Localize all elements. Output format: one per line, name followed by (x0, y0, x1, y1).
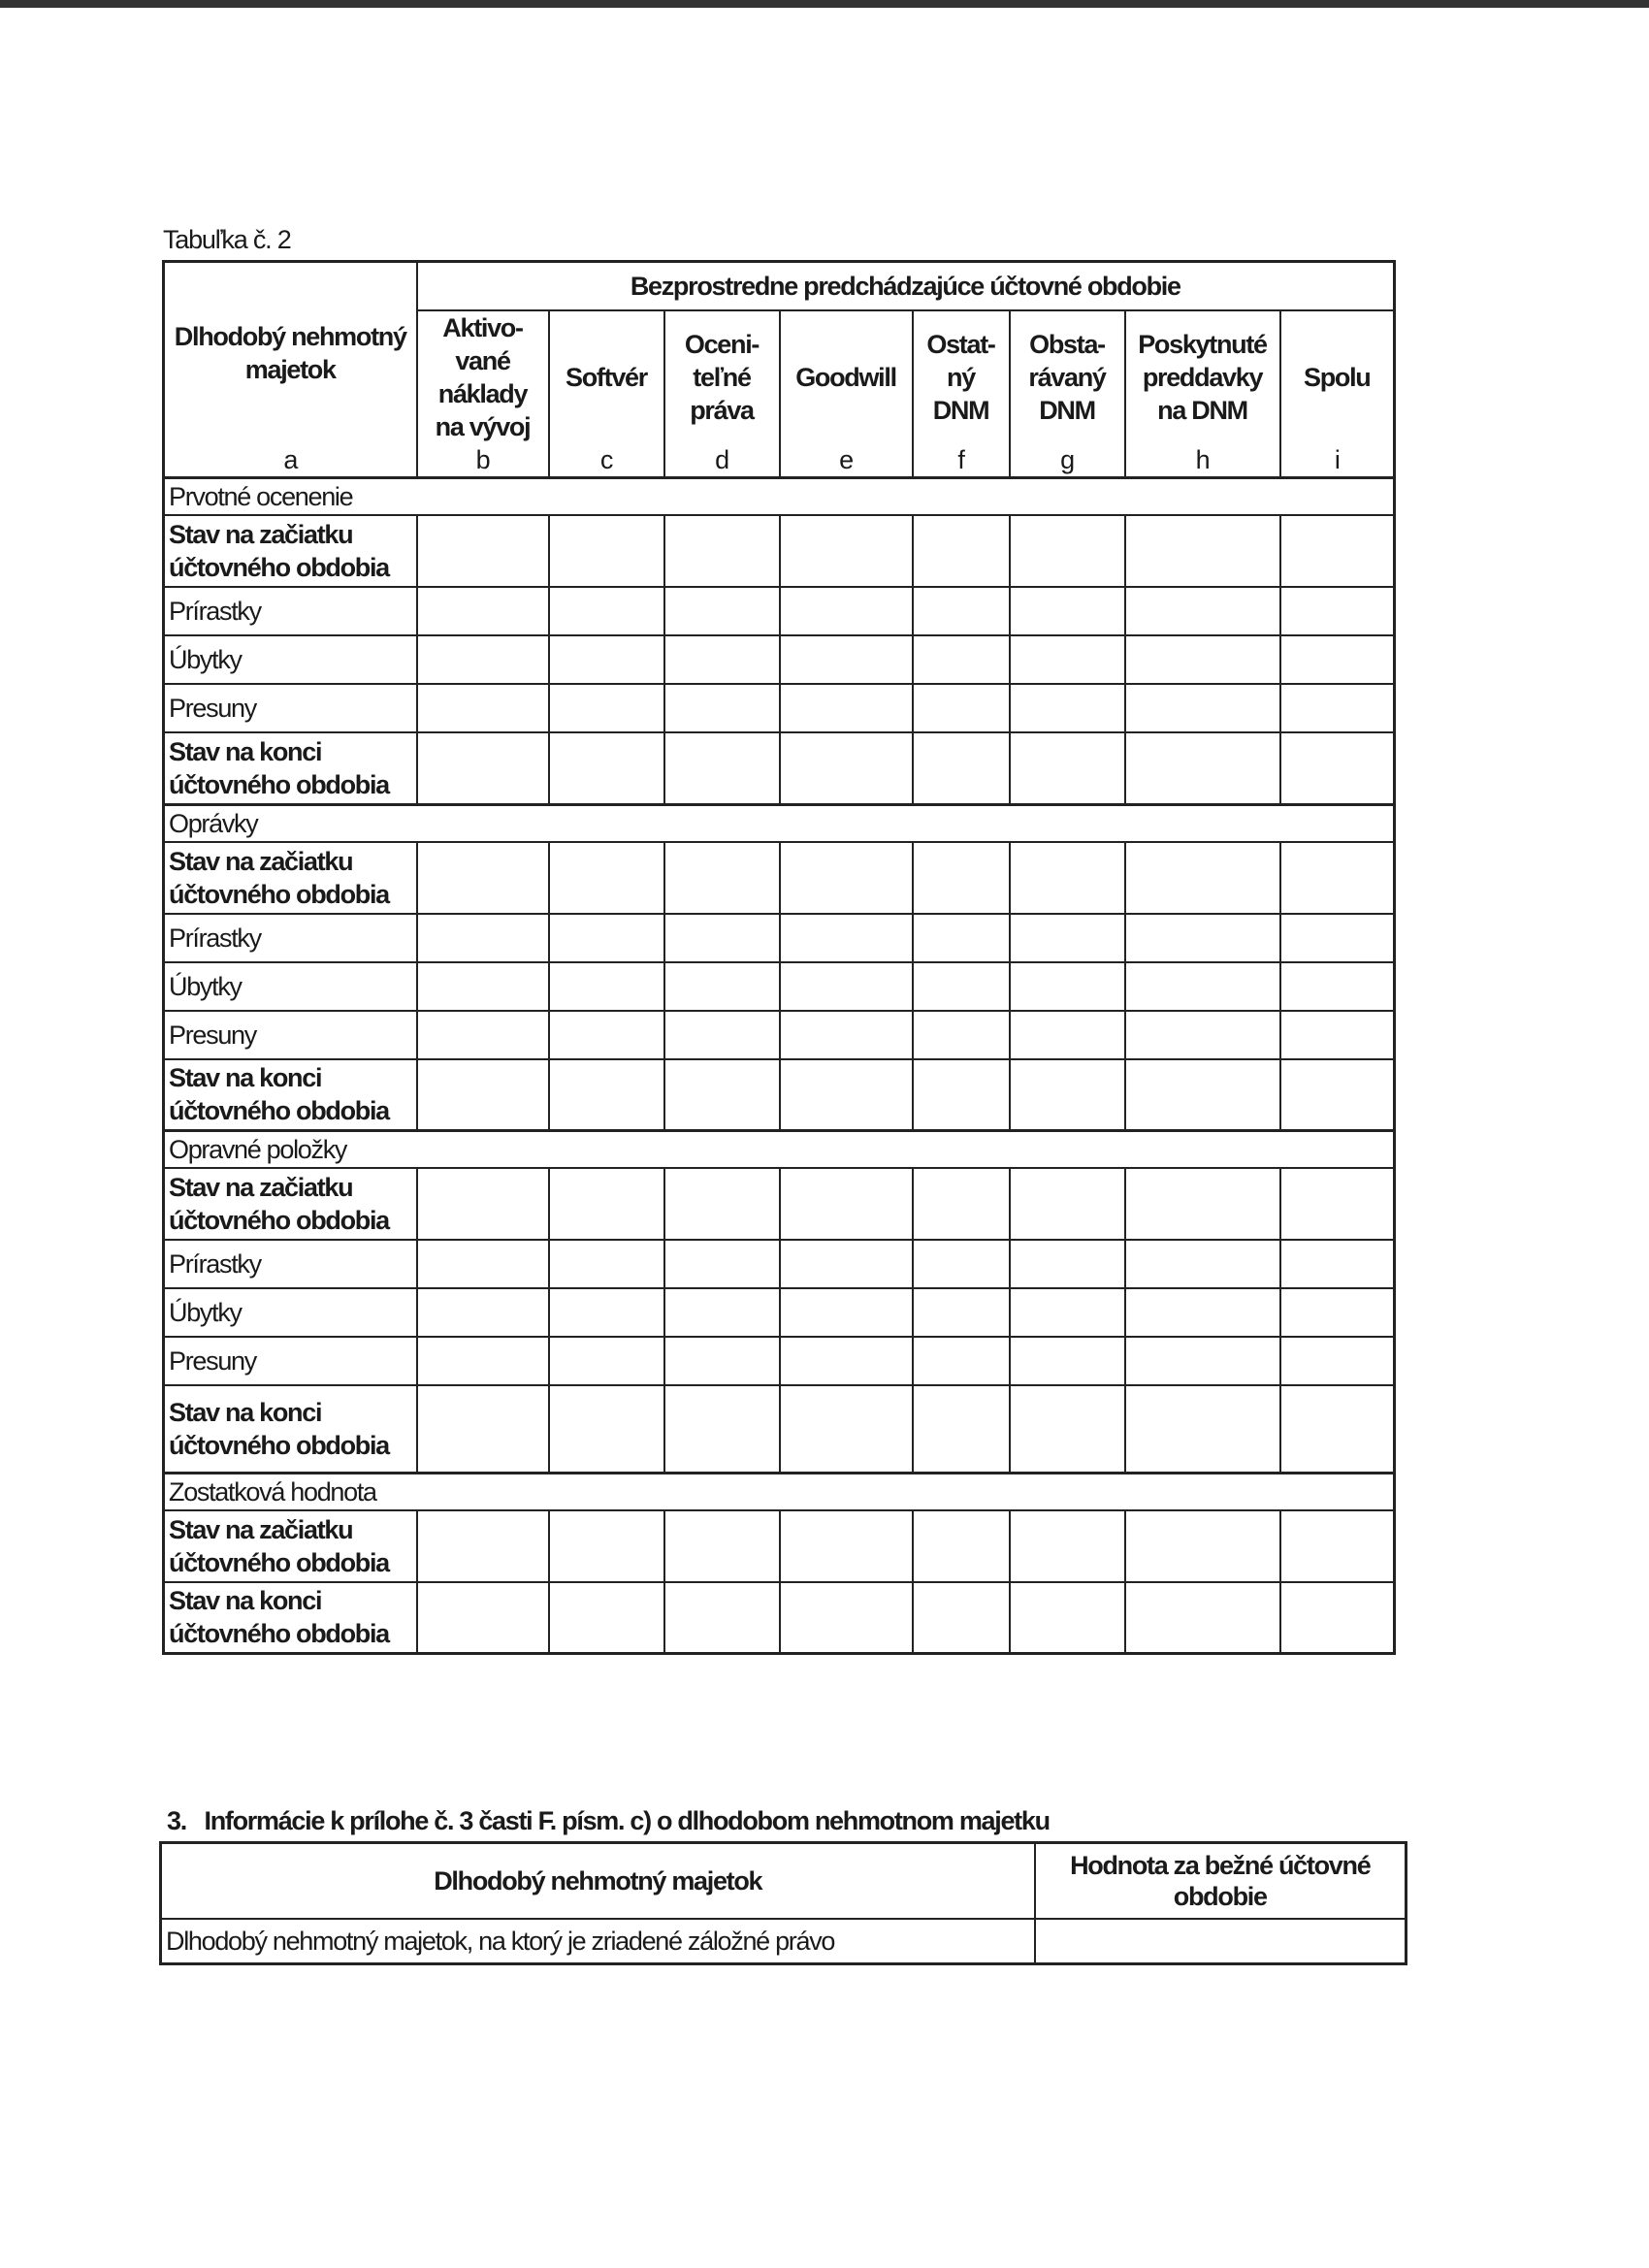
intangible-assets-table (162, 260, 1396, 1655)
value-cell[interactable] (780, 914, 913, 962)
value-cell[interactable] (549, 914, 664, 962)
value-cell[interactable] (780, 1011, 913, 1059)
value-cell[interactable] (780, 842, 913, 914)
value-cell[interactable] (417, 684, 549, 732)
value-cell[interactable] (417, 732, 549, 804)
value-cell[interactable] (417, 842, 549, 914)
column-header: Obsta-rávaný DNM (1010, 310, 1125, 443)
value-cell[interactable] (1010, 1059, 1125, 1131)
value-cell[interactable] (549, 635, 664, 684)
value-cell[interactable] (417, 1168, 549, 1240)
value-cell[interactable] (417, 515, 549, 587)
value-cell[interactable] (1280, 732, 1395, 804)
value-cell[interactable] (1280, 842, 1395, 914)
pledged-assets-table (159, 1841, 1407, 1965)
value-cell[interactable] (1125, 914, 1280, 962)
value-cell[interactable] (913, 842, 1010, 914)
value-cell[interactable] (664, 1059, 780, 1131)
value-cell[interactable] (549, 1582, 664, 1654)
value-cell[interactable] (1280, 684, 1395, 732)
value-cell[interactable] (1010, 1240, 1125, 1288)
value-cell[interactable] (549, 515, 664, 587)
value-cell[interactable] (1010, 1582, 1125, 1654)
value-cell[interactable] (417, 1510, 549, 1582)
table-row (164, 732, 1395, 804)
value-cell[interactable] (664, 684, 780, 732)
value-cell[interactable] (664, 914, 780, 962)
value-cell[interactable] (913, 962, 1010, 1011)
value-cell[interactable] (1280, 1059, 1395, 1131)
value-cell[interactable] (1280, 962, 1395, 1011)
value-cell[interactable] (549, 1168, 664, 1240)
value-cell[interactable] (417, 1385, 549, 1473)
value-cell[interactable] (417, 914, 549, 962)
value-cell[interactable] (780, 1168, 913, 1240)
section-title: Oprávky (164, 804, 1395, 842)
row-label: Stav na začiatku účtovného obdobia (164, 1510, 417, 1582)
value-cell[interactable] (913, 587, 1010, 635)
value-cell[interactable] (1125, 1011, 1280, 1059)
table-row (164, 515, 1395, 587)
value-cell[interactable] (913, 1582, 1010, 1654)
table-row (164, 1510, 1395, 1582)
value-cell[interactable] (549, 842, 664, 914)
value-cell[interactable] (549, 1385, 664, 1473)
value-cell[interactable] (417, 1582, 549, 1654)
value-cell[interactable] (1280, 1011, 1395, 1059)
section-title: Opravné položky (164, 1131, 1395, 1169)
table-row (164, 1582, 1395, 1654)
value-cell[interactable] (1125, 587, 1280, 635)
value-cell[interactable] (780, 1385, 913, 1473)
value-cell[interactable] (1125, 1510, 1280, 1582)
value-cell[interactable] (1280, 1168, 1395, 1240)
row-label: Stav na konci účtovného obdobia (164, 732, 417, 804)
value-cell[interactable] (780, 1337, 913, 1385)
value-cell[interactable] (1125, 635, 1280, 684)
table-row (164, 1011, 1395, 1059)
table-row (164, 914, 1395, 962)
value-cell[interactable] (549, 732, 664, 804)
table-row (164, 962, 1395, 1011)
table-row (164, 1385, 1395, 1473)
table-row (164, 1288, 1395, 1337)
value-cell[interactable] (1010, 1510, 1125, 1582)
value-cell[interactable] (913, 515, 1010, 587)
value-cell[interactable] (1280, 914, 1395, 962)
value-cell[interactable] (664, 1240, 780, 1288)
value-cell[interactable] (913, 1510, 1010, 1582)
value-cell[interactable] (1010, 1288, 1125, 1337)
section-row (164, 1473, 1395, 1510)
header-asset: Dlhodobý nehmotný majetok (161, 1843, 1035, 1920)
table-row (164, 1337, 1395, 1385)
column-letter: d (664, 443, 780, 478)
value-cell[interactable] (1125, 1337, 1280, 1385)
value-cell[interactable] (417, 635, 549, 684)
value-cell[interactable] (780, 1059, 913, 1131)
value-cell[interactable] (417, 1011, 549, 1059)
row-label: Prírastky (164, 914, 417, 962)
table-row (164, 1240, 1395, 1288)
value-cell[interactable] (549, 684, 664, 732)
row-label-pledged: Dlhodobý nehmotný majetok, na ktorý je zriadené záložné právo (161, 1919, 1035, 1964)
column-letter: c (549, 443, 664, 478)
value-cell[interactable] (913, 1168, 1010, 1240)
value-cell[interactable] (1125, 1168, 1280, 1240)
value-cell[interactable] (549, 587, 664, 635)
row-header: Dlhodobý nehmotný majetok (164, 262, 417, 444)
value-cell[interactable] (913, 1059, 1010, 1131)
column-letter: e (780, 443, 913, 478)
value-cell[interactable] (1010, 587, 1125, 635)
value-cell[interactable] (913, 635, 1010, 684)
header-value: Hodnota za bežné účtovné obdobie (1035, 1843, 1406, 1920)
value-cell[interactable] (1280, 1582, 1395, 1654)
value-cell[interactable] (417, 962, 549, 1011)
column-header: Spolu (1280, 310, 1395, 443)
column-letter: h (1125, 443, 1280, 478)
table-row (164, 587, 1395, 635)
value-cell[interactable] (913, 732, 1010, 804)
value-cell[interactable] (1280, 587, 1395, 635)
value-cell[interactable] (549, 1011, 664, 1059)
row-label: Úbytky (164, 962, 417, 1011)
row-label: Prírastky (164, 1240, 417, 1288)
table-row (164, 1059, 1395, 1131)
value-cell[interactable] (1280, 1240, 1395, 1288)
value-cell[interactable] (664, 732, 780, 804)
value-cell[interactable] (1035, 1919, 1406, 1964)
value-cell[interactable] (913, 684, 1010, 732)
row-label: Úbytky (164, 635, 417, 684)
table-row (164, 684, 1395, 732)
column-letter: a (164, 443, 417, 478)
table-caption: Tabuľka č. 2 (163, 225, 291, 254)
value-cell[interactable] (417, 1288, 549, 1337)
value-cell[interactable] (664, 1510, 780, 1582)
value-cell[interactable] (664, 1011, 780, 1059)
column-letter: i (1280, 443, 1395, 478)
column-header: Goodwill (780, 310, 913, 443)
value-cell[interactable] (664, 1288, 780, 1337)
value-cell[interactable] (549, 1288, 664, 1337)
row-label: Presuny (164, 1337, 417, 1385)
scan-top-edge (0, 0, 1649, 8)
section-3-title: 3. Informácie k prílohe č. 3 časti F. písm. c) o dlhodobom nehmotnom majetku (167, 1806, 1050, 1835)
column-header: Softvér (549, 310, 664, 443)
group-header: Bezprostredne predchádzajúce účtovné obdobie (417, 262, 1395, 311)
value-cell[interactable] (1125, 732, 1280, 804)
value-cell[interactable] (664, 635, 780, 684)
value-cell[interactable] (1125, 962, 1280, 1011)
value-cell[interactable] (913, 914, 1010, 962)
value-cell[interactable] (1010, 1011, 1125, 1059)
value-cell[interactable] (1125, 515, 1280, 587)
value-cell[interactable] (1125, 1385, 1280, 1473)
value-cell[interactable] (417, 1059, 549, 1131)
column-letter: b (417, 443, 549, 478)
value-cell[interactable] (664, 515, 780, 587)
value-cell[interactable] (780, 587, 913, 635)
row-label: Úbytky (164, 1288, 417, 1337)
value-cell[interactable] (549, 1510, 664, 1582)
row-label: Stav na začiatku účtovného obdobia (164, 1168, 417, 1240)
value-cell[interactable] (664, 962, 780, 1011)
value-cell[interactable] (1010, 684, 1125, 732)
section-title: Prvotné ocenenie (164, 478, 1395, 516)
value-cell[interactable] (780, 684, 913, 732)
value-cell[interactable] (664, 1168, 780, 1240)
value-cell[interactable] (780, 635, 913, 684)
value-cell[interactable] (1280, 515, 1395, 587)
value-cell[interactable] (1010, 1337, 1125, 1385)
table-row (164, 842, 1395, 914)
row-label: Stav na konci účtovného obdobia (164, 1385, 417, 1473)
row-label: Prírastky (164, 587, 417, 635)
row-label: Stav na začiatku účtovného obdobia (164, 842, 417, 914)
column-letter: g (1010, 443, 1125, 478)
value-cell[interactable] (1125, 842, 1280, 914)
row-label: Stav na konci účtovného obdobia (164, 1059, 417, 1131)
section-title: Zostatková hodnota (164, 1473, 1395, 1510)
value-cell[interactable] (1010, 962, 1125, 1011)
value-cell[interactable] (417, 1240, 549, 1288)
letters-row (164, 443, 1395, 478)
value-cell[interactable] (549, 962, 664, 1011)
value-cell[interactable] (1125, 684, 1280, 732)
value-cell[interactable] (549, 1240, 664, 1288)
value-cell[interactable] (1010, 842, 1125, 914)
value-cell[interactable] (1280, 1385, 1395, 1473)
value-cell[interactable] (1125, 1059, 1280, 1131)
value-cell[interactable] (1010, 732, 1125, 804)
value-cell[interactable] (1280, 1510, 1395, 1582)
row-label: Stav na konci účtovného obdobia (164, 1582, 417, 1654)
value-cell[interactable] (1010, 1385, 1125, 1473)
value-cell[interactable] (664, 1385, 780, 1473)
value-cell[interactable] (1280, 635, 1395, 684)
value-cell[interactable] (780, 1582, 913, 1654)
value-cell[interactable] (1280, 1337, 1395, 1385)
value-cell[interactable] (780, 1240, 913, 1288)
column-header: Ostat-ný DNM (913, 310, 1010, 443)
section-row (164, 804, 1395, 842)
value-cell[interactable] (664, 1337, 780, 1385)
value-cell[interactable] (664, 1582, 780, 1654)
value-cell[interactable] (913, 1011, 1010, 1059)
section-row (164, 478, 1395, 516)
row-label: Stav na začiatku účtovného obdobia (164, 515, 417, 587)
value-cell[interactable] (780, 515, 913, 587)
table-row (164, 635, 1395, 684)
row-label: Presuny (164, 1011, 417, 1059)
value-cell[interactable] (549, 1337, 664, 1385)
value-cell[interactable] (417, 587, 549, 635)
section-row (164, 1131, 1395, 1169)
value-cell[interactable] (913, 1288, 1010, 1337)
value-cell[interactable] (913, 1240, 1010, 1288)
column-letter: f (913, 443, 1010, 478)
value-cell[interactable] (1125, 1240, 1280, 1288)
column-header: Aktivo-vané náklady na vývoj (417, 310, 549, 443)
value-cell[interactable] (664, 842, 780, 914)
value-cell[interactable] (549, 1059, 664, 1131)
value-cell[interactable] (780, 1288, 913, 1337)
value-cell[interactable] (1125, 1288, 1280, 1337)
value-cell[interactable] (664, 587, 780, 635)
value-cell[interactable] (1280, 1288, 1395, 1337)
value-cell[interactable] (1010, 1168, 1125, 1240)
value-cell[interactable] (1010, 635, 1125, 684)
value-cell[interactable] (913, 1385, 1010, 1473)
value-cell[interactable] (913, 1337, 1010, 1385)
value-cell[interactable] (780, 732, 913, 804)
value-cell[interactable] (1010, 515, 1125, 587)
value-cell[interactable] (1125, 1582, 1280, 1654)
value-cell[interactable] (1010, 914, 1125, 962)
column-header: Oceni-teľné práva (664, 310, 780, 443)
value-cell[interactable] (780, 1510, 913, 1582)
column-header: Poskytnuté preddavky na DNM (1125, 310, 1280, 443)
value-cell[interactable] (780, 962, 913, 1011)
table-row (164, 1168, 1395, 1240)
value-cell[interactable] (417, 1337, 549, 1385)
row-label: Presuny (164, 684, 417, 732)
